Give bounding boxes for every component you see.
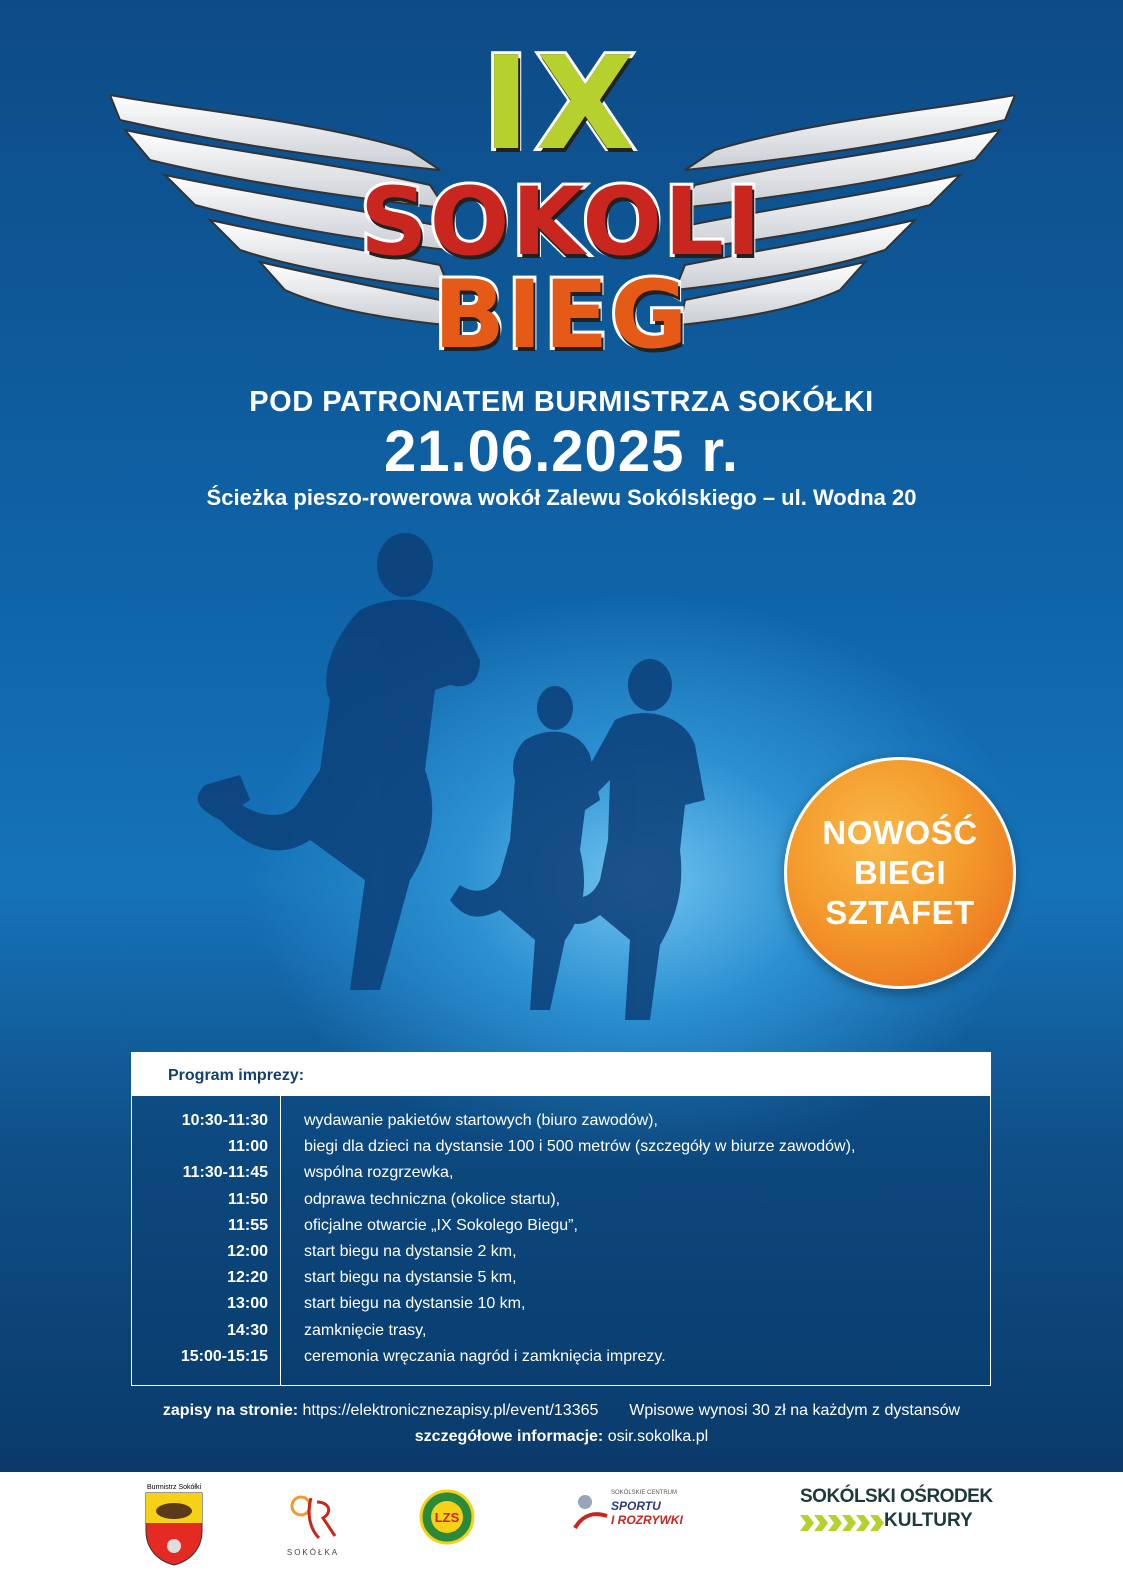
new-relay-badge (784, 757, 1016, 989)
table-row (132, 1265, 990, 1291)
program-time: 12:20 (227, 1269, 268, 1287)
patronage-text: POD PATRONATEM BURMISTRZA SOKÓŁKI (249, 386, 874, 418)
details-link[interactable]: osir.sokolka.pl (607, 1428, 709, 1445)
centrum-logo-icon (573, 1492, 609, 1532)
program-desc: start biegu na dystansie 2 km, (304, 1243, 517, 1261)
logo-numeral: IX (482, 30, 641, 179)
program-desc: wydawanie pakietów startowych (biuro zawodów), (304, 1112, 658, 1130)
sponsor-burmistrz (142, 1484, 206, 1570)
logo-title-line2: BIEG (433, 261, 690, 370)
program-title: Program imprezy: (132, 1053, 990, 1096)
sponsor-osir (283, 1492, 343, 1557)
program-time: 13:00 (227, 1295, 268, 1313)
program-table (131, 1052, 991, 1386)
chevrons-icon (800, 1513, 888, 1533)
table-row (132, 1291, 990, 1317)
program-time: 11:30-11:45 (182, 1164, 268, 1182)
program-desc: zamknięcie trasy, (304, 1321, 427, 1339)
sponsor-lzs (419, 1489, 475, 1545)
sok-line1: SOKÓLSKI OŚRODEK (800, 1486, 993, 1507)
badge-line-2: BIEGI (853, 854, 947, 891)
program-time: 10:30-11:30 (181, 1112, 268, 1130)
lzs-text: LZS (434, 1510, 460, 1525)
lzs-logo-icon (419, 1489, 475, 1545)
sponsor-sok (800, 1486, 993, 1546)
program-time: 11:50 (227, 1190, 268, 1208)
table-row (132, 1344, 990, 1370)
badge-line-3: SZTAFET (825, 894, 975, 931)
event-location: Ścieżka pieszo-rowerowa wokół Zalewu Sokólskiego – ul. Wodna 20 (206, 485, 917, 510)
event-date: 21.06.2025 r. (384, 419, 739, 484)
program-desc: oficjalne otwarcie „IX Sokolego Biegu”, (304, 1216, 578, 1234)
entry-fee-text: Wpisowe wynosi 30 zł na każdym z dystansów (629, 1402, 961, 1419)
program-time: 14:30 (227, 1321, 268, 1339)
coat-of-arms-icon (142, 1491, 206, 1566)
details-label: szczegółowe informacje: (414, 1428, 604, 1445)
sponsors-bar (0, 1472, 1123, 1587)
program-time: 11:00 (227, 1138, 268, 1156)
badge-line-1: NOWOŚĆ (822, 814, 978, 851)
osir-logo-icon (283, 1492, 343, 1544)
table-row (132, 1134, 990, 1160)
program-desc: odprawa techniczna (okolice startu), (304, 1190, 561, 1208)
table-row (132, 1108, 990, 1134)
table-row (132, 1213, 990, 1239)
sok-line2: KULTURY (884, 1510, 973, 1531)
signup-link[interactable]: https://elektronicznezapisy.pl/event/13365 (302, 1402, 599, 1419)
signup-info (0, 1402, 1123, 1420)
centrum-line2: I ROZRYWKI (611, 1513, 683, 1527)
burmistrz-label: Burmistrz Sokółki (146, 1484, 202, 1491)
program-desc: biegi dla dzieci na dystansie 100 i 500 metrów (szczegóły w biurze zawodów), (304, 1138, 856, 1156)
table-row (132, 1318, 990, 1344)
centrum-line1: SPORTU (611, 1499, 661, 1513)
signup-label: zapisy na stronie: (162, 1402, 299, 1419)
program-time: 11:55 (227, 1216, 268, 1234)
osir-label: SOKÓŁKA (286, 1548, 340, 1557)
program-time: 12:00 (227, 1243, 268, 1261)
table-row (132, 1239, 990, 1265)
table-row (132, 1187, 990, 1213)
logo-title-line1: SOKOLI (359, 168, 763, 277)
sponsor-centrum-sportu (573, 1488, 693, 1548)
program-desc: ceremonia wręczania nagród i zamknięcia imprezy. (304, 1347, 666, 1365)
runners-silhouette (180, 520, 740, 1040)
program-time: 15:00-15:15 (180, 1347, 268, 1365)
table-row (132, 1160, 990, 1186)
program-desc: start biegu na dystansie 5 km, (304, 1269, 517, 1287)
centrum-small-label: SOKÓLSKIE CENTRUM (611, 1490, 678, 1496)
program-desc: wspólna rozgrzewka, (304, 1164, 454, 1182)
details-info (0, 1428, 1123, 1446)
program-body (132, 1096, 990, 1370)
program-desc: start biegu na dystansie 10 km, (304, 1295, 526, 1313)
